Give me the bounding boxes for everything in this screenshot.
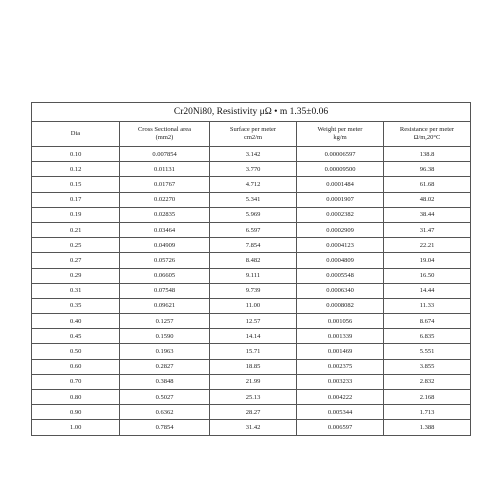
table-row xyxy=(32,420,471,435)
dia-cell: 0.19 xyxy=(32,207,120,222)
resistance-cell: 3.855 xyxy=(384,359,471,374)
weight-cell: 0.0002382 xyxy=(297,207,384,222)
weight-cell: 0.0006340 xyxy=(297,283,384,298)
resistance-cell: 19.04 xyxy=(384,253,471,268)
table-row xyxy=(32,268,471,283)
weight-cell: 0.001339 xyxy=(297,329,384,344)
weight-cell: 0.003233 xyxy=(297,374,384,389)
resistance-cell: 38.44 xyxy=(384,207,471,222)
surface-cell: 9.111 xyxy=(210,268,297,283)
cross-section-cell: 0.3848 xyxy=(120,374,210,389)
cross-section-cell: 0.1590 xyxy=(120,329,210,344)
resistance-header xyxy=(384,122,471,147)
resistance-cell: 8.674 xyxy=(384,314,471,329)
resistance-cell: 48.02 xyxy=(384,192,471,207)
resistance-cell: 2.168 xyxy=(384,390,471,405)
resistance-cell: 31.47 xyxy=(384,222,471,237)
dia-cell: 0.12 xyxy=(32,162,120,177)
cross-section-cell: 0.5027 xyxy=(120,390,210,405)
surface-cell: 21.99 xyxy=(210,374,297,389)
table-row xyxy=(32,390,471,405)
table-row xyxy=(32,344,471,359)
dia-cell: 0.21 xyxy=(32,222,120,237)
weight-cell: 0.00006597 xyxy=(297,147,384,162)
table-row xyxy=(32,405,471,420)
dia-header xyxy=(32,122,120,147)
cross-section-cell: 0.06605 xyxy=(120,268,210,283)
header-line: cm2/m xyxy=(243,134,263,141)
table-row xyxy=(32,253,471,268)
table-row xyxy=(32,238,471,253)
dia-cell: 0.60 xyxy=(32,359,120,374)
surface-cell: 28.27 xyxy=(210,405,297,420)
resistance-cell: 5.551 xyxy=(384,344,471,359)
header-line: Resistance per meter xyxy=(399,126,455,133)
cross-section-cell: 0.7854 xyxy=(120,420,210,435)
cross-section-cell: 0.01131 xyxy=(120,162,210,177)
dia-cell: 0.70 xyxy=(32,374,120,389)
dia-cell: 0.40 xyxy=(32,314,120,329)
table-row xyxy=(32,283,471,298)
cross-section-cell: 0.09621 xyxy=(120,298,210,313)
surface-header xyxy=(210,122,297,147)
surface-cell: 8.482 xyxy=(210,253,297,268)
dia-cell: 0.31 xyxy=(32,283,120,298)
cross-section-cell: 0.1257 xyxy=(120,314,210,329)
header-line: kg/m xyxy=(333,134,347,141)
weight-cell: 0.006597 xyxy=(297,420,384,435)
resistance-cell: 2.832 xyxy=(384,374,471,389)
surface-cell: 7.854 xyxy=(210,238,297,253)
table-row xyxy=(32,207,471,222)
resistance-cell: 1.713 xyxy=(384,405,471,420)
surface-cell: 12.57 xyxy=(210,314,297,329)
dia-cell: 0.27 xyxy=(32,253,120,268)
wire-spec-table xyxy=(31,102,471,436)
weight-cell: 0.0004123 xyxy=(297,238,384,253)
weight-cell: 0.005344 xyxy=(297,405,384,420)
dia-cell: 0.50 xyxy=(32,344,120,359)
table-row xyxy=(32,192,471,207)
table-row xyxy=(32,374,471,389)
resistance-cell: 138.8 xyxy=(384,147,471,162)
surface-cell: 31.42 xyxy=(210,420,297,435)
weight-cell: 0.0004809 xyxy=(297,253,384,268)
surface-cell: 11.00 xyxy=(210,298,297,313)
weight-cell: 0.0005548 xyxy=(297,268,384,283)
table-row xyxy=(32,147,471,162)
title-row xyxy=(32,103,471,122)
weight-cell: 0.0001484 xyxy=(297,177,384,192)
resistance-cell: 22.21 xyxy=(384,238,471,253)
header-line: (mm2) xyxy=(155,134,174,141)
table-row xyxy=(32,329,471,344)
surface-cell: 25.13 xyxy=(210,390,297,405)
surface-cell: 6.597 xyxy=(210,222,297,237)
cross-section-cell: 0.04909 xyxy=(120,238,210,253)
table-body xyxy=(32,147,471,436)
header-line: Ω/m,20°C xyxy=(413,134,441,141)
cross-section-cell: 0.007854 xyxy=(120,147,210,162)
cross-section-cell: 0.07548 xyxy=(120,283,210,298)
dia-cell: 0.10 xyxy=(32,147,120,162)
weight-cell: 0.002375 xyxy=(297,359,384,374)
cross-section-cell: 0.2827 xyxy=(120,359,210,374)
dia-cell: 1.00 xyxy=(32,420,120,435)
surface-cell: 9.739 xyxy=(210,283,297,298)
cross-section-cell: 0.02835 xyxy=(120,207,210,222)
surface-cell: 5.969 xyxy=(210,207,297,222)
resistance-cell: 1.388 xyxy=(384,420,471,435)
dia-cell: 0.35 xyxy=(32,298,120,313)
cross-section-header xyxy=(120,122,210,147)
table-row xyxy=(32,314,471,329)
dia-cell: 0.17 xyxy=(32,192,120,207)
resistance-cell: 6.835 xyxy=(384,329,471,344)
resistance-cell: 61.68 xyxy=(384,177,471,192)
surface-cell: 14.14 xyxy=(210,329,297,344)
header-line: Surface per meter xyxy=(229,126,277,133)
cross-section-cell: 0.1963 xyxy=(120,344,210,359)
dia-cell: 0.90 xyxy=(32,405,120,420)
table-row xyxy=(32,359,471,374)
header-line: Dia xyxy=(70,130,81,137)
cross-section-cell: 0.03464 xyxy=(120,222,210,237)
header-line: Cross Sectional area xyxy=(137,126,192,133)
table-row xyxy=(32,222,471,237)
dia-cell: 0.25 xyxy=(32,238,120,253)
surface-cell: 5.341 xyxy=(210,192,297,207)
resistance-cell: 11.33 xyxy=(384,298,471,313)
header-row xyxy=(32,122,471,147)
cross-section-cell: 0.02270 xyxy=(120,192,210,207)
surface-cell: 4.712 xyxy=(210,177,297,192)
surface-cell: 15.71 xyxy=(210,344,297,359)
surface-cell: 3.142 xyxy=(210,147,297,162)
weight-header xyxy=(297,122,384,147)
resistance-cell: 16.50 xyxy=(384,268,471,283)
dia-cell: 0.80 xyxy=(32,390,120,405)
weight-cell: 0.004222 xyxy=(297,390,384,405)
weight-cell: 0.0001907 xyxy=(297,192,384,207)
cross-section-cell: 0.05726 xyxy=(120,253,210,268)
weight-cell: 0.0008082 xyxy=(297,298,384,313)
resistance-cell: 14.44 xyxy=(384,283,471,298)
dia-cell: 0.15 xyxy=(32,177,120,192)
surface-cell: 3.770 xyxy=(210,162,297,177)
surface-cell: 18.85 xyxy=(210,359,297,374)
weight-cell: 0.001469 xyxy=(297,344,384,359)
cross-section-cell: 0.6362 xyxy=(120,405,210,420)
weight-cell: 0.001056 xyxy=(297,314,384,329)
table-row xyxy=(32,162,471,177)
weight-cell: 0.0002909 xyxy=(297,222,384,237)
table-title: Cr20Ni80, Resistivity μΩ • m 1.35±0.06 xyxy=(32,103,471,122)
dia-cell: 0.29 xyxy=(32,268,120,283)
dia-cell: 0.45 xyxy=(32,329,120,344)
cross-section-cell: 0.01767 xyxy=(120,177,210,192)
header-line: Weight per meter xyxy=(317,126,363,133)
table-row xyxy=(32,298,471,313)
weight-cell: 0.00009500 xyxy=(297,162,384,177)
table-row xyxy=(32,177,471,192)
resistance-cell: 96.38 xyxy=(384,162,471,177)
